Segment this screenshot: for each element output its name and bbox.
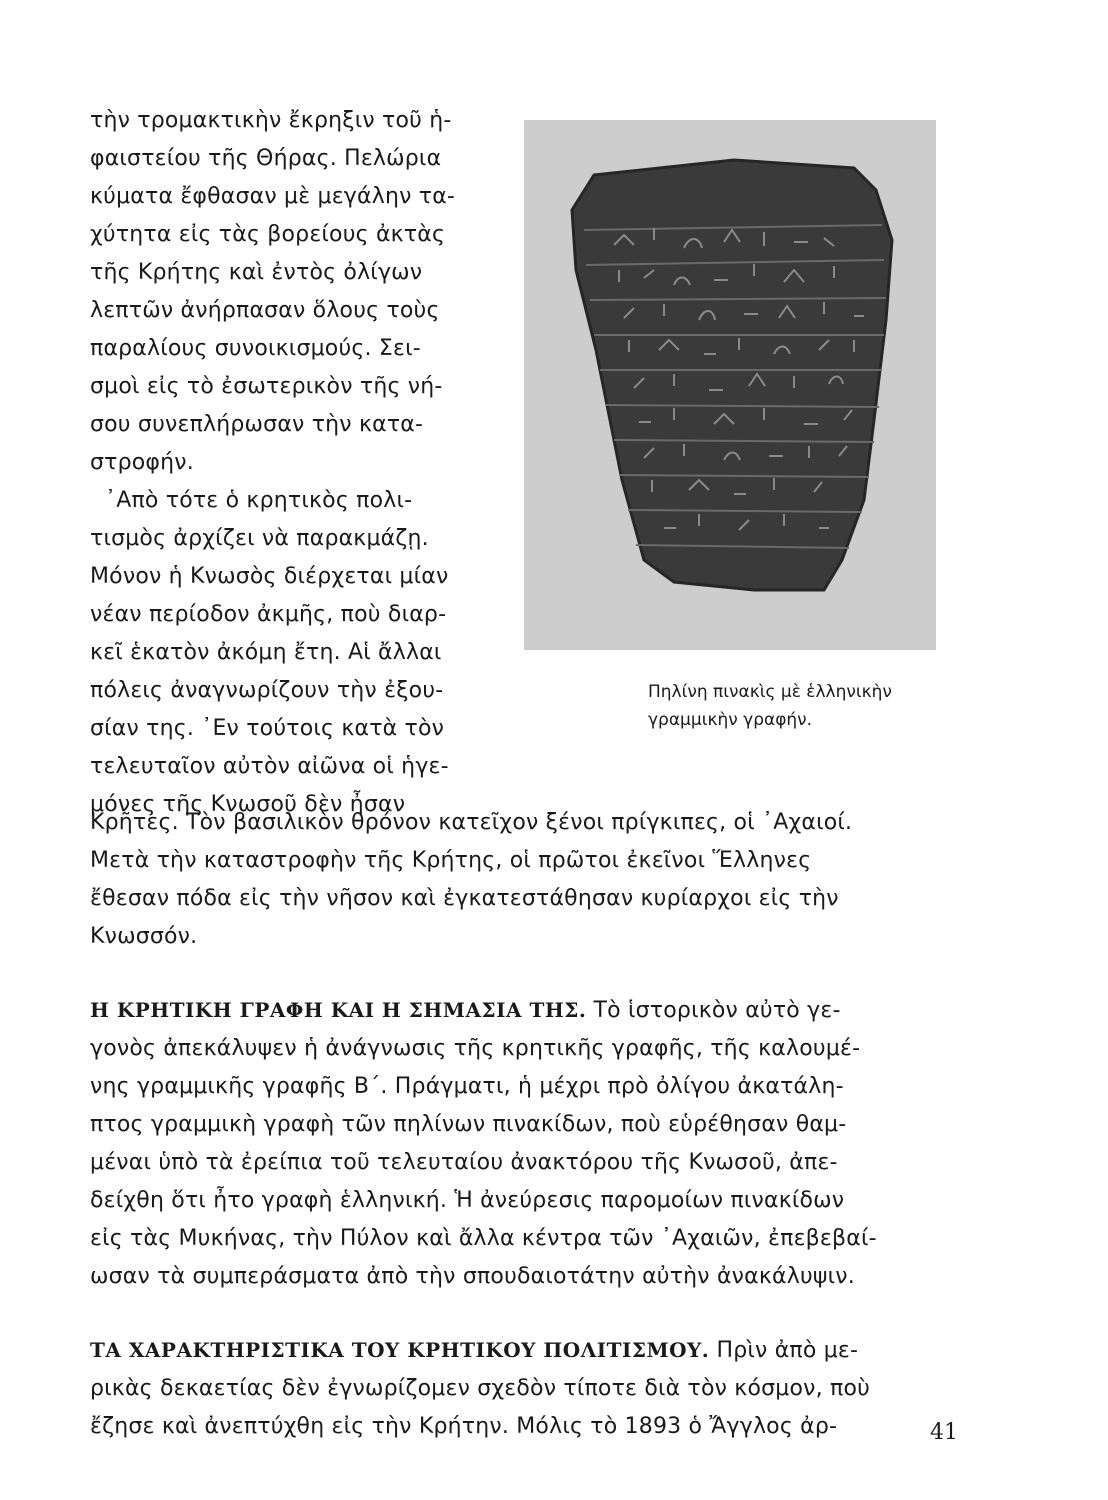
text-line: εἰς τὰς Μυκήνας, τὴν Πύλον καὶ ἄλλα κέντρα τῶν ᾿Αχαιῶν, ἐπεβεβαί- bbox=[90, 1226, 877, 1251]
text-line: δείχθη ὅτι ἦτο γραφὴ ἑλληνική. Ἡ ἀνεύρεσις παρομοίων πινακίδων bbox=[90, 1188, 845, 1213]
text-line: στροφήν. bbox=[90, 450, 194, 475]
text-line: μόνες τῆς Κνωσοῦ δὲν ἦσαν bbox=[90, 792, 406, 817]
section-heading: ΤΑ ΧΑΡΑΚΤΗΡΙΣΤΙΚΑ ΤΟΥ ΚΡΗΤΙΚΟΥ ΠΟΛΙΤΙΣΜΟΥ. bbox=[90, 1338, 710, 1362]
text-line: τῆς Κρήτης καὶ ἐντὸς ὀλίγων bbox=[90, 260, 423, 285]
text-line: τελευταῖον αὐτὸν αἰῶνα οἱ ἡγε- bbox=[90, 754, 449, 779]
text-line: ἔθεσαν πόδα εἰς τὴν νῆσον καὶ ἐγκατεστάθησαν κυρίαρχοι εἰς τὴν bbox=[90, 886, 839, 911]
text-line: παραλίους συνοικισμούς. Σει- bbox=[90, 336, 421, 361]
text-line: νης γραμμικῆς γραφῆς Β΄. Πράγματι, ἡ μέχρι πρὸ ὀλίγου ἀκατάλη- bbox=[90, 1074, 844, 1099]
text-line: Κνωσσόν. bbox=[90, 924, 198, 949]
section-first-line bbox=[90, 1340, 858, 1362]
text-line: πόλεις ἀναγνωρίζουν τὴν ἐξου- bbox=[90, 678, 444, 703]
text-line: Μετὰ τὴν καταστροφὴν τῆς Κρήτης, οἱ πρῶτοι ἐκεῖνοι Ἕλληνες bbox=[90, 848, 812, 873]
text-line: τὴν τρομακτικὴν ἔκρηξιν τοῦ ἡ- bbox=[90, 108, 452, 133]
figure-caption-line: Πηλίνη πινακὶς μὲ ἑλληνικὴν bbox=[648, 682, 892, 702]
text-line: σίαν της. ᾿Εν τούτοις κατὰ τὸν bbox=[90, 716, 445, 741]
figure-caption-line: γραμμικὴν γραφήν. bbox=[648, 710, 813, 730]
text-line: λεπτῶν ἀνήρπασαν ὅλους τοὺς bbox=[90, 298, 440, 323]
text-line: ἔζησε καὶ ἀνεπτύχθη εἰς τὴν Κρήτην. Μόλις τὸ 1893 ὁ Ἄγγλος ἀρ- bbox=[90, 1414, 838, 1439]
text-line: κεῖ ἑκατὸν ἀκόμη ἔτη. Αἱ ἄλλαι bbox=[90, 640, 442, 665]
text-run: Τὸ ἱστορικὸν αὐτὸ γε- bbox=[593, 998, 841, 1023]
text-line: Μόνον ἡ Κνωσὸς διέρχεται μίαν bbox=[90, 564, 449, 589]
section-first-line bbox=[90, 1000, 841, 1022]
text-line: χύτητα εἰς τὰς βορείους ἀκτὰς bbox=[90, 222, 446, 247]
text-line: πτος γραμμικὴ γραφὴ τῶν πηλίνων πινακίδων, ποὺ εὑρέθησαν θαμ- bbox=[90, 1112, 847, 1137]
text-line: ωσαν τὰ συμπεράσματα ἀπὸ τὴν σπουδαιοτάτην αὐτὴν ἀνακάλυψιν. bbox=[90, 1264, 855, 1289]
section-heading: Η ΚΡΗΤΙΚΗ ΓΡΑΦΗ ΚΑΙ Η ΣΗΜΑΣΙΑ ΤΗΣ. bbox=[90, 998, 587, 1022]
text-line: γονὸς ἀπεκάλυψεν ἡ ἀνάγνωσις τῆς κρητικῆς γραφῆς, τῆς καλουμέ- bbox=[90, 1036, 861, 1061]
text-line: μέναι ὑπὸ τὰ ἐρείπια τοῦ τελευταίου ἀνακτόρου τῆς Κνωσοῦ, ἀπε- bbox=[90, 1150, 838, 1175]
text-line: σμοὶ εἰς τὸ ἐσωτερικὸν τῆς νή- bbox=[90, 374, 443, 399]
page-number: 41 bbox=[930, 1420, 958, 1445]
text-line: ᾿Απὸ τότε ὁ κρητικὸς πολι- bbox=[105, 488, 413, 513]
text-line: φαιστείου τῆς Θήρας. Πελώρια bbox=[90, 146, 442, 171]
text-run: Πρὶν ἀπὸ με- bbox=[716, 1338, 859, 1363]
text-line: νέαν περίοδον ἀκμῆς, ποὺ διαρ- bbox=[90, 602, 447, 627]
clay-tablet-photo bbox=[524, 120, 936, 650]
text-line: σου συνεπλήρωσαν τὴν κατα- bbox=[90, 412, 424, 437]
text-line: κύματα ἔφθασαν μὲ μεγάλην τα- bbox=[90, 184, 456, 209]
text-line: Κρῆτες. Τὸν βασιλικὸν θρόνον κατεῖχον ξένοι πρίγκιπες, οἱ ᾿Αχαιοί. bbox=[90, 810, 853, 835]
text-line: τισμὸς ἀρχίζει νὰ παρακμάζῃ. bbox=[90, 526, 429, 551]
text-line: ρικὰς δεκαετίας δὲν ἐγνωρίζομεν σχεδὸν τίποτε διὰ τὸν κόσμον, ποὺ bbox=[90, 1376, 871, 1401]
